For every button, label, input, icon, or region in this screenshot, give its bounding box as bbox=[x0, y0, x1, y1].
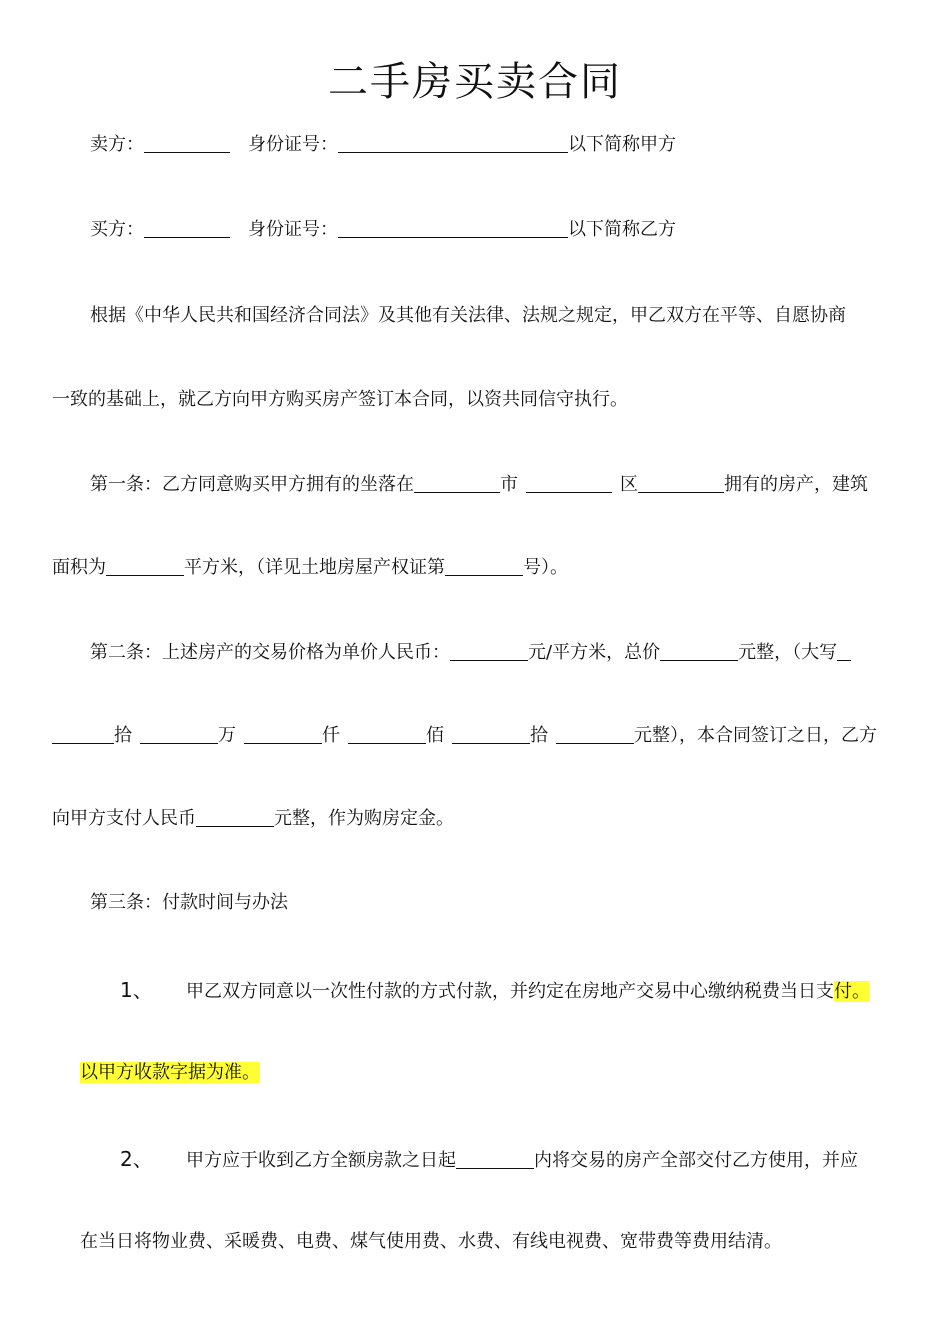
article-2-line-3 bbox=[52, 806, 454, 832]
deposit-label: 向甲方支付人民币 bbox=[52, 808, 196, 829]
seller-id-blank bbox=[338, 134, 568, 153]
certificate-suffix: 号）。 bbox=[523, 557, 568, 578]
intro-line-1 bbox=[90, 303, 898, 329]
seller-line bbox=[90, 132, 676, 158]
qian-label: 仟 bbox=[322, 725, 340, 746]
buyer-line bbox=[90, 217, 676, 243]
district-name-blank bbox=[526, 474, 612, 493]
item-2-text: 甲方应于收到乙方全额房款之日起 bbox=[186, 1150, 456, 1171]
item-2-continuation: 在当日将物业费、采暖费、电费、煤气使用费、水费、有线电视费、宽带费等费用结清。 bbox=[80, 1231, 782, 1252]
article-1-text-2: 拥有的房产，建筑 bbox=[724, 474, 868, 495]
item-2-number: 2、 bbox=[120, 1147, 153, 1171]
district-label: 区 bbox=[620, 474, 638, 495]
shi-label-1: 拾 bbox=[114, 725, 132, 746]
seller-name-blank bbox=[144, 134, 230, 153]
buyer-suffix: 以下简称乙方 bbox=[568, 219, 676, 240]
article-2-text: 第二条：上述房产的交易价格为单价人民币： bbox=[90, 642, 450, 663]
bai-label: 佰 bbox=[426, 725, 444, 746]
item-1-highlight: 付。 bbox=[834, 981, 870, 1002]
capital-blank-4 bbox=[348, 725, 426, 744]
capital-blank-1 bbox=[52, 725, 114, 744]
certificate-blank bbox=[445, 557, 523, 576]
item-2-text-2: 内将交易的房产全部交付乙方使用，并应 bbox=[534, 1150, 858, 1171]
item-1-continuation: 以甲方收款字据为准。 bbox=[80, 1062, 260, 1083]
article-1-line-1 bbox=[90, 472, 868, 498]
item-1-line-2 bbox=[80, 1060, 260, 1086]
intro-text-1: 根据《中华人民共和国经济合同法》及其他有关法律、法规之规定，甲乙双方在平等、自愿协商 bbox=[90, 305, 846, 326]
unit-price-label: 元/平方米，总价 bbox=[528, 642, 661, 663]
capital-blank-start bbox=[837, 642, 851, 661]
seller-label: 卖方： bbox=[90, 134, 144, 155]
buyer-label: 买方： bbox=[90, 219, 144, 240]
intro-text-2: 一致的基础上，就乙方向甲方购买房产签订本合同，以资共同信守执行。 bbox=[52, 389, 628, 410]
certificate-label: 平方米，（详见土地房屋产权证第 bbox=[184, 557, 445, 578]
article-1-text: 第一条：乙方同意购买甲方拥有的坐落在 bbox=[90, 474, 414, 495]
capital-blank-5 bbox=[452, 725, 530, 744]
capital-blank-2 bbox=[140, 725, 218, 744]
article-2-line-2 bbox=[52, 723, 877, 749]
article-2-line-1 bbox=[90, 640, 851, 666]
item-1-line-1 bbox=[120, 977, 870, 1005]
wan-label: 万 bbox=[218, 725, 236, 746]
unit-price-blank bbox=[450, 642, 528, 661]
item-1-number: 1、 bbox=[120, 978, 153, 1002]
yuan-label: 元整），本合同签订之日，乙方 bbox=[634, 725, 877, 746]
city-label: 市 bbox=[500, 474, 518, 495]
total-price-blank bbox=[660, 642, 738, 661]
handover-days-blank bbox=[456, 1150, 534, 1169]
shi-label-2: 拾 bbox=[530, 725, 548, 746]
buyer-id-label: 身份证号： bbox=[248, 219, 338, 240]
article-3-text: 第三条：付款时间与办法 bbox=[90, 892, 288, 913]
deposit-suffix: 元整，作为购房定金。 bbox=[274, 808, 454, 829]
city-blank bbox=[414, 474, 500, 493]
district-blank bbox=[638, 474, 724, 493]
item-2-line-2 bbox=[80, 1229, 782, 1255]
article-3-title bbox=[90, 890, 288, 916]
area-label: 面积为 bbox=[52, 557, 106, 578]
buyer-name-blank bbox=[144, 219, 230, 238]
article-1-line-2 bbox=[52, 555, 568, 581]
seller-suffix: 以下简称甲方 bbox=[568, 134, 676, 155]
seller-id-label: 身份证号： bbox=[248, 134, 338, 155]
total-price-label: 元整，（大写 bbox=[738, 642, 838, 663]
item-1-text: 甲乙双方同意以一次性付款的方式付款，并约定在房地产交易中心缴纳税费当日支 bbox=[186, 981, 834, 1002]
deposit-blank bbox=[196, 808, 274, 827]
capital-blank-3 bbox=[244, 725, 322, 744]
capital-blank-6 bbox=[556, 725, 634, 744]
page-title: 二手房买卖合同 bbox=[328, 59, 622, 105]
area-blank bbox=[106, 557, 184, 576]
intro-line-2 bbox=[52, 387, 628, 413]
buyer-id-blank bbox=[338, 219, 568, 238]
item-2-line-1 bbox=[120, 1146, 858, 1174]
